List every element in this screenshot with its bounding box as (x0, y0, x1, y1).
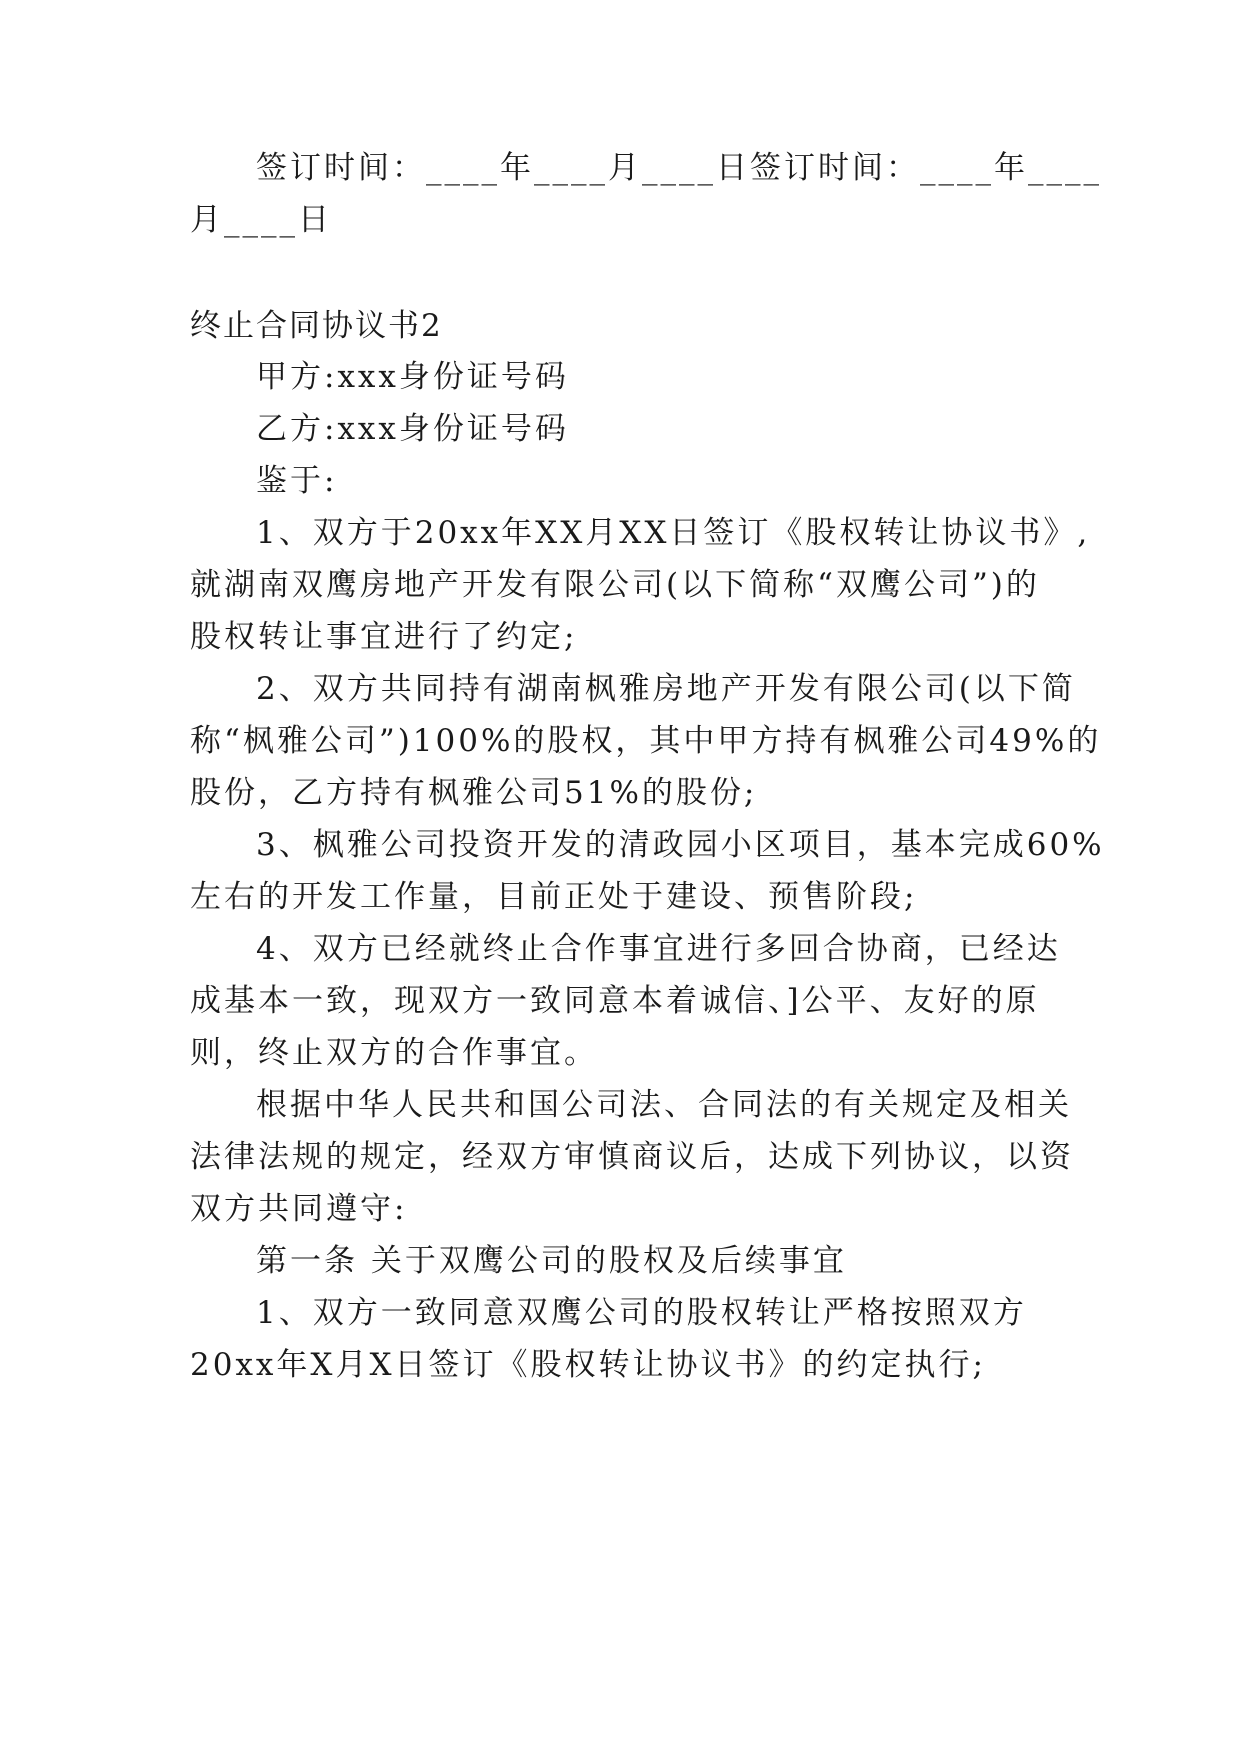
clause-2-line-1: 2、双方共同持有湖南枫雅房地产开发有限公司(以下简 (256, 671, 1076, 707)
clause-4-line-2: 成基本一致，现双方一致同意本着诚信、]公平、友好的原 (190, 983, 1040, 1019)
article-1-title: 第一条 关于双鹰公司的股权及后续事宜 (256, 1243, 847, 1279)
party-b-line: 乙方:xxx身份证号码 (256, 411, 569, 447)
basis-line-3: 双方共同遵守: (190, 1191, 408, 1227)
basis-line-1: 根据中华人民共和国公司法、合同法的有关规定及相关 (256, 1087, 1072, 1123)
clause-3-line-1: 3、枫雅公司投资开发的清政园小区项目，基本完成60% (256, 827, 1105, 863)
party-a-line: 甲方:xxx身份证号码 (256, 359, 569, 395)
clause-1-line-1: 1、双方于20xx年XX月XX日签订《股权转让协议书》, (256, 515, 1091, 551)
signing-date-line-1: 签订时间：____年____月____日签订时间：____年____ (256, 150, 1102, 186)
clause-2-line-2: 称“枫雅公司”)100%的股权，其中甲方持有枫雅公司49%的 (190, 723, 1102, 759)
article-1-item-1-line-1: 1、双方一致同意双鹰公司的股权转让严格按照双方 (256, 1295, 1027, 1331)
clause-4-line-1: 4、双方已经就终止合作事宜进行多回合协商，已经达 (256, 931, 1061, 967)
clause-4-line-3: 则，终止双方的合作事宜。 (190, 1035, 598, 1071)
article-1-item-1-line-2: 20xx年X月X日签订《股权转让协议书》的约定执行; (190, 1347, 986, 1383)
basis-line-2: 法律法规的规定，经双方审慎商议后，达成下列协议，以资 (190, 1139, 1074, 1175)
signing-date-line-2: 月____日 (190, 202, 332, 238)
clause-3-line-2: 左右的开发工作量，目前正处于建设、预售阶段; (190, 879, 918, 915)
clause-1-line-3: 股权转让事宜进行了约定; (190, 619, 578, 655)
clause-2-line-3: 股份，乙方持有枫雅公司51%的股份; (190, 775, 758, 811)
whereas-heading: 鉴于: (256, 463, 338, 499)
clause-1-line-2: 就湖南双鹰房地产开发有限公司(以下简称“双鹰公司”)的 (190, 567, 1040, 603)
document-title: 终止合同协议书2 (190, 308, 443, 344)
